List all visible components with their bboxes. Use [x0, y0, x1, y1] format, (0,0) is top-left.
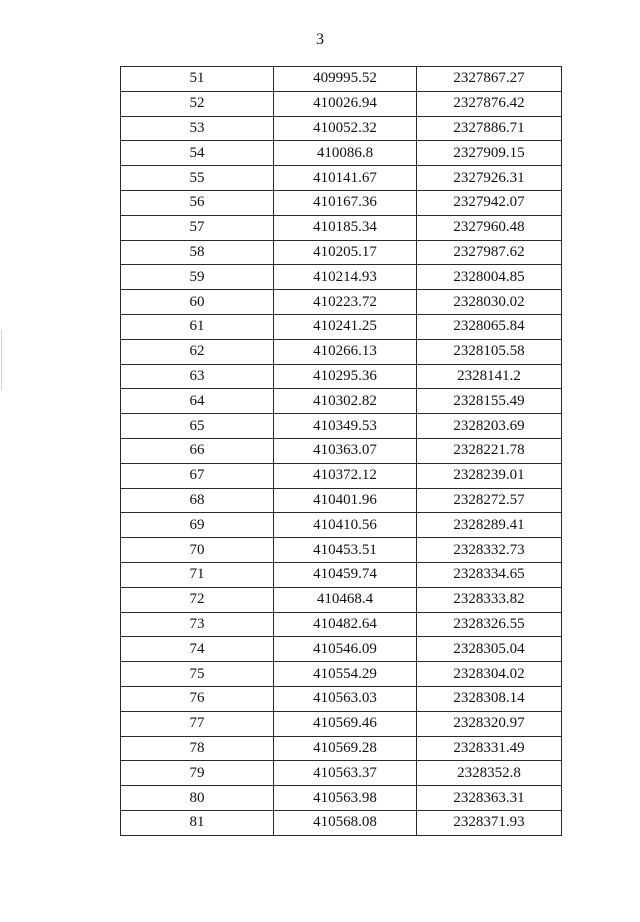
table-row: [121, 686, 562, 711]
point-number-cell: 72: [121, 587, 274, 612]
y-coordinate-cell: 2327909.15: [417, 141, 562, 166]
table-row: [121, 364, 562, 389]
x-coordinate-cell: 410554.29: [274, 662, 417, 687]
x-coordinate-cell: 410026.94: [274, 91, 417, 116]
table-row: [121, 736, 562, 761]
y-coordinate-cell: 2327942.07: [417, 190, 562, 215]
x-coordinate-cell: 410459.74: [274, 562, 417, 587]
y-coordinate-cell: 2328308.14: [417, 686, 562, 711]
x-coordinate-cell: 410568.08: [274, 810, 417, 835]
table-row: [121, 166, 562, 191]
table-row: [121, 711, 562, 736]
y-coordinate-cell: 2328304.02: [417, 662, 562, 687]
x-coordinate-cell: 410569.46: [274, 711, 417, 736]
y-coordinate-cell: 2328333.82: [417, 587, 562, 612]
table-row: [121, 116, 562, 141]
point-number-cell: 74: [121, 637, 274, 662]
x-coordinate-cell: 410482.64: [274, 612, 417, 637]
point-number-cell: 66: [121, 438, 274, 463]
point-number-cell: 71: [121, 562, 274, 587]
point-number-cell: 67: [121, 463, 274, 488]
y-coordinate-cell: 2328065.84: [417, 314, 562, 339]
table-row: [121, 67, 562, 92]
x-coordinate-cell: 410205.17: [274, 240, 417, 265]
table-row: [121, 91, 562, 116]
y-coordinate-cell: 2327867.27: [417, 67, 562, 92]
x-coordinate-cell: 410349.53: [274, 414, 417, 439]
point-number-cell: 59: [121, 265, 274, 290]
x-coordinate-cell: 410372.12: [274, 463, 417, 488]
x-coordinate-cell: 410141.67: [274, 166, 417, 191]
point-number-cell: 52: [121, 91, 274, 116]
x-coordinate-cell: 410223.72: [274, 290, 417, 315]
point-number-cell: 57: [121, 215, 274, 240]
table-row: [121, 562, 562, 587]
table-row: [121, 662, 562, 687]
y-coordinate-cell: 2328326.55: [417, 612, 562, 637]
y-coordinate-cell: 2328004.85: [417, 265, 562, 290]
x-coordinate-cell: 410569.28: [274, 736, 417, 761]
y-coordinate-cell: 2328239.01: [417, 463, 562, 488]
point-number-cell: 61: [121, 314, 274, 339]
point-number-cell: 60: [121, 290, 274, 315]
y-coordinate-cell: 2327960.48: [417, 215, 562, 240]
x-coordinate-cell: 410185.34: [274, 215, 417, 240]
y-coordinate-cell: 2328320.97: [417, 711, 562, 736]
x-coordinate-cell: 410363.07: [274, 438, 417, 463]
point-number-cell: 56: [121, 190, 274, 215]
y-coordinate-cell: 2328272.57: [417, 488, 562, 513]
table-row: [121, 240, 562, 265]
point-number-cell: 55: [121, 166, 274, 191]
y-coordinate-cell: 2327926.31: [417, 166, 562, 191]
y-coordinate-cell: 2328332.73: [417, 538, 562, 563]
table-row: [121, 587, 562, 612]
table-row: [121, 141, 562, 166]
point-number-cell: 58: [121, 240, 274, 265]
coordinate-table-body: [121, 67, 562, 836]
y-coordinate-cell: 2327987.62: [417, 240, 562, 265]
point-number-cell: 77: [121, 711, 274, 736]
point-number-cell: 63: [121, 364, 274, 389]
y-coordinate-cell: 2328203.69: [417, 414, 562, 439]
table-row: [121, 786, 562, 811]
y-coordinate-cell: 2327876.42: [417, 91, 562, 116]
table-row: [121, 389, 562, 414]
table-row: [121, 513, 562, 538]
table-row: [121, 339, 562, 364]
table-row: [121, 265, 562, 290]
table-row: [121, 290, 562, 315]
point-number-cell: 78: [121, 736, 274, 761]
table-row: [121, 538, 562, 563]
scan-edge-mark: [1, 330, 2, 390]
x-coordinate-cell: 410410.56: [274, 513, 417, 538]
y-coordinate-cell: 2328363.31: [417, 786, 562, 811]
x-coordinate-cell: 410453.51: [274, 538, 417, 563]
table-row: [121, 810, 562, 835]
table-row: [121, 190, 562, 215]
y-coordinate-cell: 2328371.93: [417, 810, 562, 835]
table-row: [121, 438, 562, 463]
y-coordinate-cell: 2328331.49: [417, 736, 562, 761]
point-number-cell: 68: [121, 488, 274, 513]
table-row: [121, 612, 562, 637]
point-number-cell: 80: [121, 786, 274, 811]
y-coordinate-cell: 2327886.71: [417, 116, 562, 141]
table-row: [121, 215, 562, 240]
point-number-cell: 62: [121, 339, 274, 364]
point-number-cell: 76: [121, 686, 274, 711]
point-number-cell: 75: [121, 662, 274, 687]
y-coordinate-cell: 2328030.02: [417, 290, 562, 315]
table-row: [121, 463, 562, 488]
table-row: [121, 637, 562, 662]
x-coordinate-cell: 410266.13: [274, 339, 417, 364]
y-coordinate-cell: 2328352.8: [417, 761, 562, 786]
x-coordinate-cell: 410295.36: [274, 364, 417, 389]
page-number: 3: [316, 31, 324, 48]
point-number-cell: 53: [121, 116, 274, 141]
y-coordinate-cell: 2328221.78: [417, 438, 562, 463]
point-number-cell: 81: [121, 810, 274, 835]
x-coordinate-cell: 410214.93: [274, 265, 417, 290]
point-number-cell: 70: [121, 538, 274, 563]
x-coordinate-cell: 410563.98: [274, 786, 417, 811]
x-coordinate-cell: 410563.37: [274, 761, 417, 786]
x-coordinate-cell: 409995.52: [274, 67, 417, 92]
x-coordinate-cell: 410546.09: [274, 637, 417, 662]
y-coordinate-cell: 2328289.41: [417, 513, 562, 538]
point-number-cell: 69: [121, 513, 274, 538]
point-number-cell: 65: [121, 414, 274, 439]
table-row: [121, 488, 562, 513]
y-coordinate-cell: 2328334.65: [417, 562, 562, 587]
table-row: [121, 414, 562, 439]
table-row: [121, 314, 562, 339]
y-coordinate-cell: 2328141.2: [417, 364, 562, 389]
point-number-cell: 54: [121, 141, 274, 166]
x-coordinate-cell: 410468.4: [274, 587, 417, 612]
x-coordinate-cell: 410052.32: [274, 116, 417, 141]
point-number-cell: 51: [121, 67, 274, 92]
x-coordinate-cell: 410302.82: [274, 389, 417, 414]
x-coordinate-cell: 410167.36: [274, 190, 417, 215]
coordinate-table: [120, 66, 562, 836]
x-coordinate-cell: 410086.8: [274, 141, 417, 166]
point-number-cell: 73: [121, 612, 274, 637]
x-coordinate-cell: 410241.25: [274, 314, 417, 339]
table-row: [121, 761, 562, 786]
point-number-cell: 79: [121, 761, 274, 786]
point-number-cell: 64: [121, 389, 274, 414]
x-coordinate-cell: 410563.03: [274, 686, 417, 711]
y-coordinate-cell: 2328105.58: [417, 339, 562, 364]
y-coordinate-cell: 2328155.49: [417, 389, 562, 414]
x-coordinate-cell: 410401.96: [274, 488, 417, 513]
y-coordinate-cell: 2328305.04: [417, 637, 562, 662]
